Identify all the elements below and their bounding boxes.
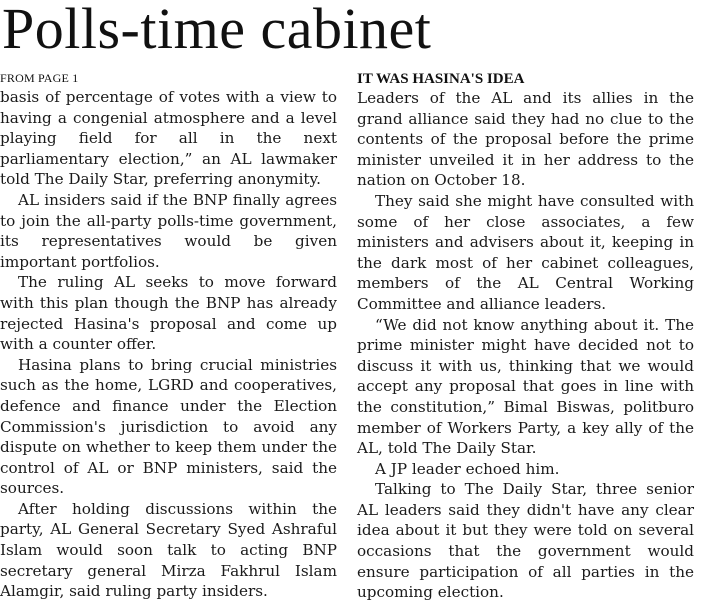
article-paragraph: They said she might have consulted with some of her close associates, a few ministers and advisers about it, keeping in the dark most of her cabinet colleagues, members of the AL Central Working Committee and alliance leaders. (357, 191, 694, 313)
article-paragraph: The ruling AL seeks to move forward with this plan though the BNP has already rejected Hasina's proposal and come up with a counter offer. (0, 273, 337, 354)
article-paragraph: Talking to The Daily Star, three senior AL leaders said they didn't have any clear idea about it but they were told on several occasions that the government would ensure participation of all parties in the upcoming election. (357, 480, 694, 602)
left-column (0, 70, 337, 602)
article-paragraph: After holding discussions within the party, AL General Secretary Syed Ashraful Islam would soon talk to acting BNP secretary general Mirza Fakhrul Islam Alamgir, said ruling party insiders. (0, 499, 337, 601)
article-paragraph: “We did not know anything about it. The prime minister might have decided not to discuss it with us, thinking that we would accept any proposal that goes in line with the constitution,” Bimal Biswas, politburo member of Workers Party, a key ally of the AL, told The Daily Star. (357, 315, 694, 458)
article-paragraph: Hasina plans to bring crucial ministries such as the home, LGRD and cooperatives, defence and finance under the Election Commission's jurisdiction to avoid any dispute on whether to keep them under the control of AL or BNP ministers, said the sources. (0, 355, 337, 498)
article-paragraph: basis of percentage of votes with a view to having a congenial atmosphere and a level playing field for all in the next parliamentary election,” an AL lawmaker told The Daily Star, preferring anonymity. (0, 88, 337, 189)
continued-from-label: FROM PAGE 1 (0, 71, 79, 85)
headline: Polls-time cabinet (2, 0, 432, 61)
article-paragraph: Leaders of the AL and its allies in the grand alliance said they had no clue to the contents of the proposal before the prime minister unveiled it in her address to the nation on October 18. (357, 89, 694, 190)
article-paragraph: AL insiders said if the BNP finally agrees to join the all-party polls-time government, its representatives would be given important portfolios. (0, 190, 337, 271)
article-paragraph: A JP leader echoed him. (375, 459, 560, 478)
right-column (357, 70, 694, 603)
section-subhead: IT WAS HASINA'S IDEA (357, 71, 525, 87)
